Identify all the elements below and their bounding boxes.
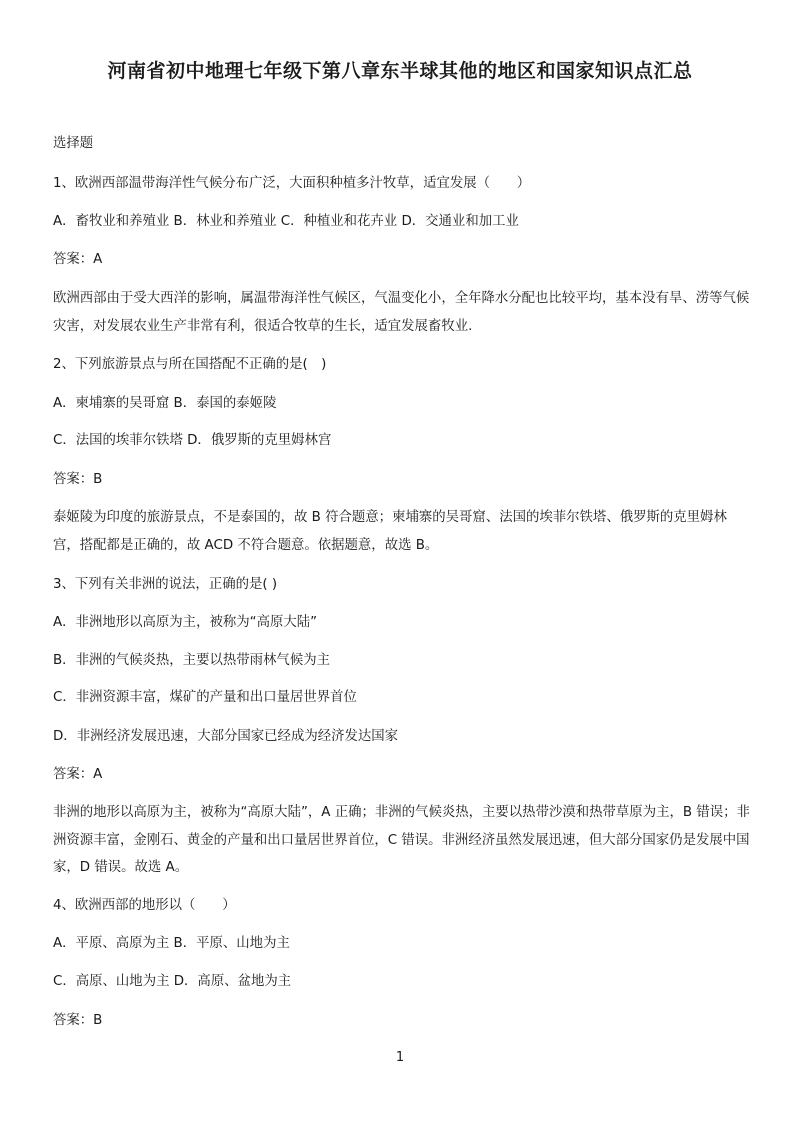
question-1-options: A．畜牧业和养殖业 B．林业和养殖业 C．种植业和花卉业 D．交通业和加工业 [53, 214, 519, 229]
section-heading: 选择题 [53, 136, 94, 151]
question-3-option-a: A．非洲地形以高原为主，被称为“高原大陆” [53, 615, 318, 630]
question-1-explanation: 欧洲西部由于受大西洋的影响，属温带海洋性气候区，气温变化小，全年降水分配也比较平均，基本没有旱、涝等气候灾害，对发展农业生产非常有利，很适合牧草的生长，适宜发展畜牧业. [53, 291, 750, 334]
question-3-answer: 答案：A [53, 767, 103, 782]
question-4-options-ab: A．平原、高原为主 B．平原、山地为主 [53, 936, 290, 951]
question-3-explanation: 非洲的地形以高原为主，被称为“高原大陆”，A 正确；非洲的气候炎热，主要以热带沙漠和热带草原为主，B 错误；非洲资源丰富，金刚石、黄金的产量和出口量居世界首位，C 错误。非洲经济虽然发展迅速，但大部分国家仍是发展中国家，D 错误。故选 A。 [53, 805, 750, 875]
question-1-stem: 1、欧洲西部温带海洋性气候分布广泛，大面积种植多汁牧草，适宜发展（ ） [53, 176, 531, 191]
question-1-answer: 答案：A [53, 252, 103, 267]
question-3-stem: 3、下列有关非洲的说法，正确的是( ) [53, 577, 278, 592]
page-number: 1 [395, 1050, 405, 1065]
question-4-answer: 答案：B [53, 1013, 103, 1028]
question-2-options-ab: A．柬埔寨的吴哥窟 B．泰国的泰姬陵 [53, 396, 277, 411]
question-4-options-cd: C．高原、山地为主 D．高原、盆地为主 [53, 974, 292, 989]
question-2-answer: 答案：B [53, 472, 103, 487]
question-3-option-b: B．非洲的气候炎热，主要以热带雨林气候为主 [53, 653, 330, 668]
page-title: 河南省初中地理七年级下第八章东半球其他的地区和国家知识点汇总 [107, 60, 693, 82]
question-4-stem: 4、欧洲西部的地形以（ ） [53, 898, 236, 913]
question-3-option-d: D．非洲经济发展迅速，大部分国家已经成为经济发达国家 [53, 729, 399, 744]
question-3-option-c: C．非洲资源丰富，煤矿的产量和出口量居世界首位 [53, 690, 357, 705]
question-2-options-cd: C．法国的埃菲尔铁塔 D．俄罗斯的克里姆林宫 [53, 433, 332, 448]
question-2-stem: 2、下列旅游景点与所在国搭配不正确的是( ) [53, 357, 327, 372]
question-2-explanation: 泰姬陵为印度的旅游景点，不是泰国的，故 B 符合题意；柬埔寨的吴哥窟、法国的埃菲尔铁塔、俄罗斯的克里姆林宫，搭配都是正确的，故 ACD 不符合题意。依据题意，故选 B。 [53, 510, 727, 553]
